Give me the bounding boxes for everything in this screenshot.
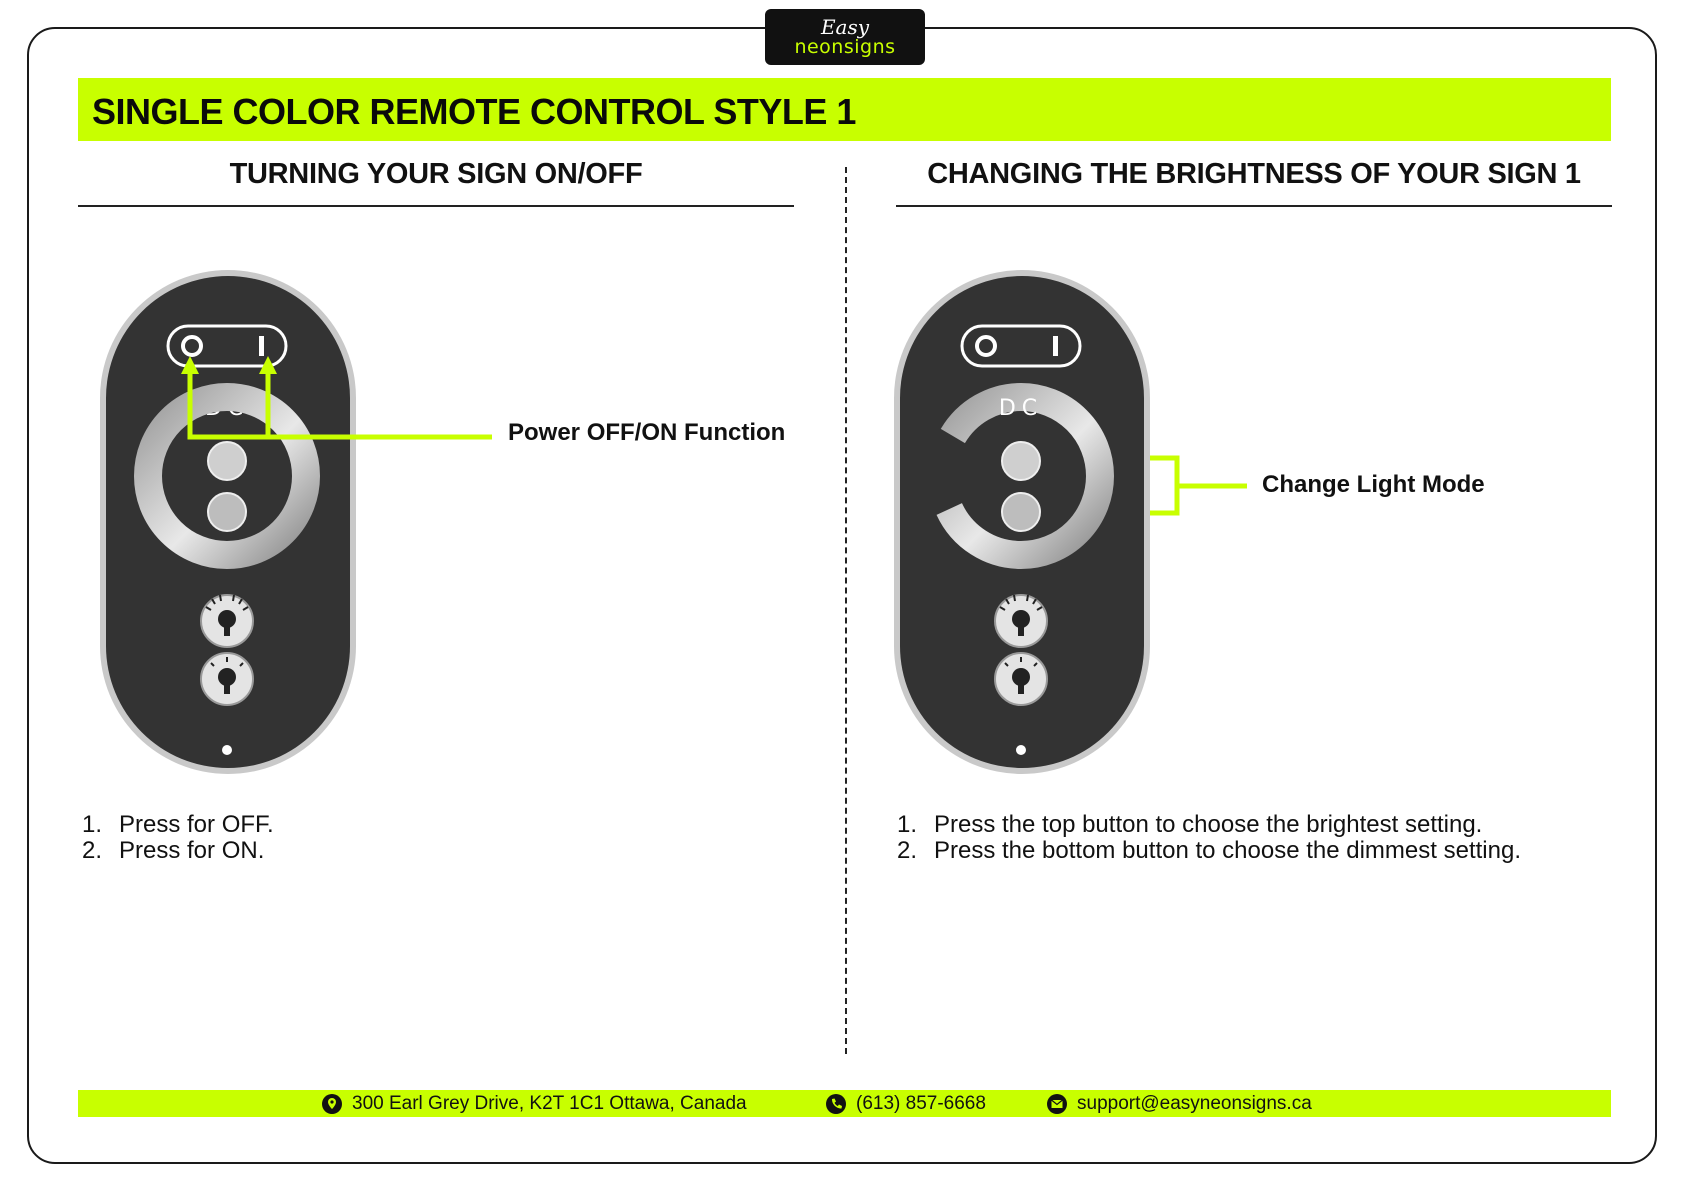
left-section-title: TURNING YOUR SIGN ON/OFF bbox=[229, 158, 643, 190]
remote-control-left bbox=[98, 268, 358, 776]
dc-label: DC bbox=[204, 396, 250, 421]
left-title-rule bbox=[78, 205, 794, 207]
page-title: SINGLE COLOR REMOTE CONTROL STYLE 1 bbox=[92, 91, 856, 132]
on-symbol-icon bbox=[259, 336, 264, 356]
footer-address bbox=[322, 1090, 747, 1117]
right-steps-list bbox=[897, 812, 1521, 864]
list-item: 1. Press the top button to choose the brightest setting. bbox=[897, 811, 1483, 838]
bright-bulb-icon[interactable] bbox=[201, 595, 253, 647]
indicator-led bbox=[222, 745, 232, 755]
dc-label: DC bbox=[998, 396, 1044, 421]
power-switch[interactable] bbox=[168, 326, 286, 366]
footer-phone[interactable] bbox=[826, 1090, 986, 1117]
logo-line-1: Easy bbox=[820, 15, 870, 39]
mail-icon bbox=[1047, 1094, 1067, 1114]
top-button[interactable] bbox=[1002, 442, 1040, 480]
title-banner bbox=[78, 78, 1611, 141]
phone-text: (613) 857-6668 bbox=[856, 1092, 986, 1114]
bottom-button[interactable] bbox=[1002, 493, 1040, 531]
contact-footer bbox=[78, 1090, 1611, 1117]
list-item: 2. Press for ON. bbox=[82, 837, 265, 864]
remote-control-right bbox=[892, 268, 1152, 776]
location-pin-icon bbox=[322, 1094, 342, 1114]
power-switch[interactable] bbox=[962, 326, 1080, 366]
brand-logo bbox=[765, 9, 925, 65]
top-button[interactable] bbox=[208, 442, 246, 480]
dim-bulb-icon[interactable] bbox=[201, 653, 253, 705]
right-section-title: CHANGING THE BRIGHTNESS OF YOUR SIGN 1 bbox=[927, 158, 1581, 190]
address-text: 300 Earl Grey Drive, K2T 1C1 Ottawa, Canada bbox=[352, 1092, 747, 1114]
section-divider bbox=[845, 167, 847, 1054]
power-function-callout: Power OFF/ON Function bbox=[508, 419, 786, 446]
on-symbol-icon bbox=[1053, 336, 1058, 356]
list-item: 1. Press for OFF. bbox=[82, 811, 274, 838]
dim-bulb-icon[interactable] bbox=[995, 653, 1047, 705]
logo-line-2: neonsigns bbox=[794, 36, 896, 58]
right-title-rule bbox=[896, 205, 1612, 207]
footer-email[interactable] bbox=[1047, 1090, 1312, 1117]
indicator-led bbox=[1016, 745, 1026, 755]
light-mode-callout: Change Light Mode bbox=[1262, 471, 1485, 498]
list-item: 2. Press the bottom button to choose the dimmest setting. bbox=[897, 837, 1521, 864]
phone-icon bbox=[826, 1094, 846, 1114]
left-steps-list bbox=[82, 812, 274, 864]
email-text: support@easyneonsigns.ca bbox=[1077, 1092, 1312, 1114]
bottom-button[interactable] bbox=[208, 493, 246, 531]
bright-bulb-icon[interactable] bbox=[995, 595, 1047, 647]
